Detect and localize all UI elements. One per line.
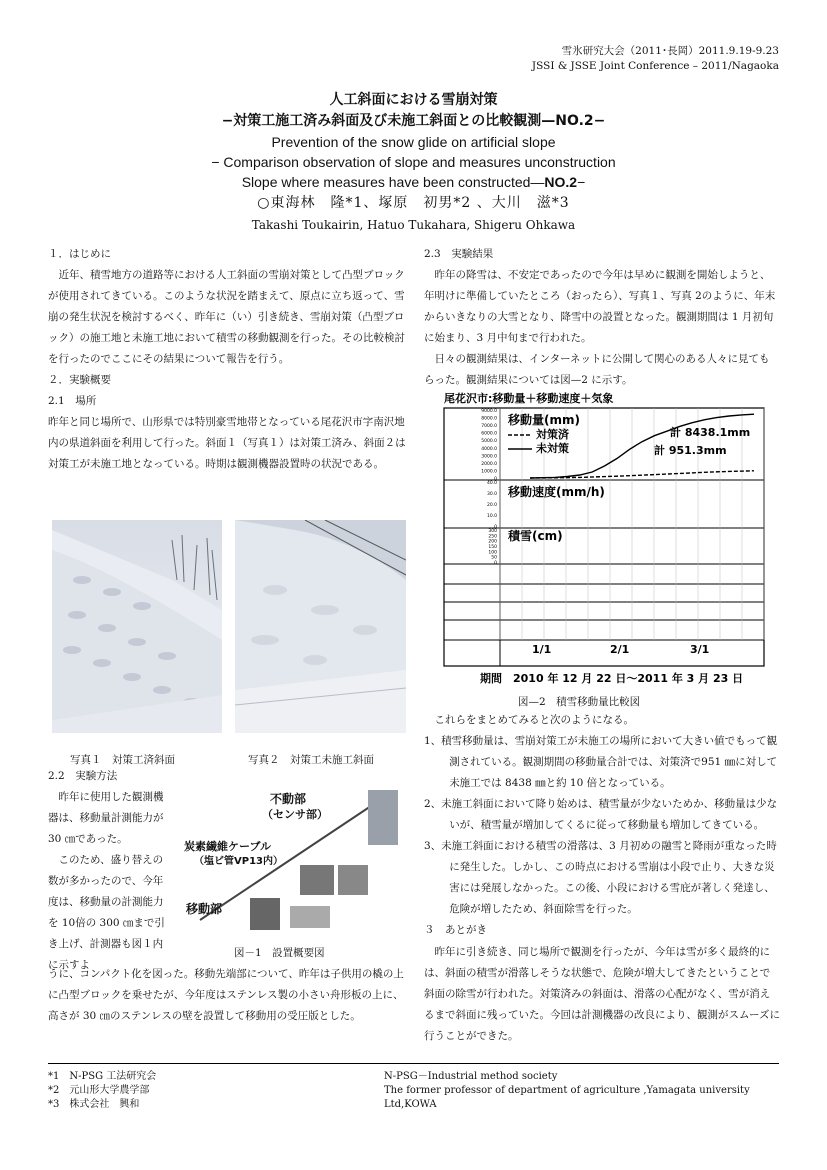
section21-body: 昨年と同じ場所で、山形県では特別豪雪地帯となっている尾花沢市字南沢地内の県道斜面を利用して行った。斜面１（写真１）は対策工済み、斜面２は対策工が未施工地となっている。時期は観測機器設置時の状況である。 [48, 416, 406, 470]
footnotes [48, 1063, 779, 1110]
section23-heading: 2.3 実験結果 [424, 248, 494, 260]
y-tick-label: 30.0 [486, 492, 497, 497]
fig1-pipe-label: （塩ビ管VP13内） [194, 856, 283, 867]
y-tick-label: 100 [488, 550, 497, 556]
section23-body-a: 昨年の降雪は、不安定であったので今年は早めに観測を開始しようと、年明けに準備していたところ（おったら）、写真１、写真 2のように、年末からいきなりの大雪となり、降雪中の設置となった。観測期間は 1 月初旬に始まり、3 月中旬まで行われた。 [424, 269, 776, 344]
y-tick-label: 4000.0 [481, 446, 497, 452]
section22-narrow [48, 766, 166, 976]
y-tick-label: 200 [488, 539, 497, 545]
authors-en: Takashi Toukairin, Hatuo Tukahara, Shigeru Ohkawa [251, 218, 576, 232]
section1-heading: １．はじめに [48, 248, 111, 260]
section22-body-c: うに、コンパクト化を図った。移動先端部について、昨年は子供用の橇の上に凸型ブロックを乗せたが、今年度はステンレス製の小さい舟形板の上に、高さが 30 ㎝のステンレスの壁を設置して移動用の受圧版とした。 [48, 968, 404, 1022]
footnote-1-en: N-PSG－Industrial method society [384, 1071, 558, 1082]
x-label-2: 2/1 [610, 643, 630, 656]
figure1-caption: 図－1 設置概要図 [234, 947, 325, 959]
footnote-3-en: Ltd,KOWA [384, 1099, 437, 1110]
x-label-3: 3/1 [690, 643, 710, 656]
y-tick-label: 6000.0 [481, 431, 497, 437]
fig1-cable-label: 炭素繊維ケーブル [184, 840, 272, 853]
y-tick-label: 1000.0 [481, 469, 497, 475]
footnote-3-jp: *3 株式会社 興和 [48, 1099, 140, 1110]
footnote-2-en: The former professor of department of agriculture ,Yamagata university [384, 1085, 750, 1096]
chart-svg [440, 388, 770, 688]
footnote-2-jp: *2 元山形大学農学部 [48, 1085, 150, 1096]
photo2-caption: 写真２ 対策工未施工斜面 [248, 754, 374, 766]
right-column-top [424, 244, 780, 391]
y-tick-label: 7000.0 [481, 424, 497, 430]
list-item: 3、未施工斜面における積雪の滑落は、3 月初めの融雪と降雨が重なった時に発生した。しかし、この時点における雪崩は小段で止り、大きな災害には発展しなかった。この後、小段における雪庇が著しく発達し、危険が増したため、斜面除雪を行った。 [424, 840, 777, 915]
section3-body-wrap [424, 942, 780, 1047]
title-en: Prevention of the snow glide on artificial slope [271, 134, 556, 150]
summary-text: これらをまとめてみると次のようになる。 [434, 714, 634, 726]
authors-jp: ○東海林 隆*1、塚原 初男*2 、大川 滋*3 [257, 195, 570, 211]
y-tick-label: 0 [494, 561, 497, 566]
conference-header [532, 44, 779, 74]
section23-body-b: 日々の観測結果は、インターネットに公開して関心のある人々に見てもらった。観測結果については図—2 に示す。 [424, 353, 770, 386]
fig1-moving-label: 移動部 [186, 902, 223, 916]
list-item: 1、積雪移動量は、雪崩対策工が未施工の場所において大きい値でもって観測されている。観測期間の移動量合計では、対策済で951 ㎜に対して未施工では 8438 ㎜と約 10 倍となっている。 [424, 735, 778, 789]
section21-heading: 2.1 場所 [48, 395, 97, 407]
figure2-caption: 図—2 積雪移動量比較図 [518, 696, 641, 708]
y-tick-label: 20.0 [486, 503, 497, 508]
footnote-1-jp: *1 N-PSG 工法研究会 [48, 1071, 157, 1082]
panel1-label: 移動量(mm) [508, 413, 580, 427]
section22-body-b: このため、盛り替えの数が多かったので、今年度は、移動量の計測能力を 10倍の 300 ㎝まで引き上げ、計測器も図１内に示すよ [48, 854, 165, 971]
conference-jp: 雪氷研究大会（2011･長岡）2011.9.19-9.23 [561, 45, 779, 57]
section22-wide [48, 964, 406, 1027]
y-tick-label: 9000.0 [481, 409, 497, 414]
fig1-sensor-label: （センサ部） [262, 808, 328, 821]
panel2-label: 移動速度(mm/h) [508, 485, 605, 499]
y-tick-label: 3000.0 [481, 454, 497, 460]
y-tick-label: 40.0 [486, 481, 497, 486]
title-jp: 人工斜面における雪崩対策 [329, 92, 498, 108]
y-tick-label: 250 [488, 534, 497, 540]
photo-1-countermeasure-slope [52, 520, 222, 733]
annotation-1: 計 8438.1mm [670, 426, 751, 439]
subtitle-en-1: − Comparison observation of slope and measures unconstruction [211, 154, 616, 170]
legend-2: 未対策 [536, 442, 569, 455]
chart-title: 尾花沢市:移動量＋移動速度＋気象 [444, 392, 614, 405]
y-tick-label: 0 [494, 477, 497, 482]
section1-body: 近年、積雪地方の道路等における人工斜面の雪崩対策として凸型ブロックが使用されてきている。このような状況を踏まえて、原点に立ち返って、雪崩の発生状況を検討するべく、昨年に（い）引き続き、雪崩対策（凸型ブロック）の施工地と未施工地において積雪の移動観測を行った。その比較検討を行ったのでここにその結果について報告を行う。 [48, 269, 405, 365]
section22-body-a: 昨年に使用した観測機器は、移動量計測能力が 30 ㎝であった。 [48, 791, 164, 845]
conference-en: JSSI & JSSE Joint Conference – 2011/Nagaoka [531, 60, 779, 72]
section2-heading: ２．実験概要 [48, 374, 111, 386]
section3-body: 昨年に引き続き、同じ場所で観測を行ったが、今年は雪が多く最終的には、斜面の積雪が滑落しそうな状態で、危険が増大してきたということで斜面の除雪が行われた。対策済みの斜面は、滑落の心配がなく、雪が消えるまで斜面に残っていた。今回は計測機器の改良により、観測がスムーズに行うことができた。 [424, 946, 780, 1042]
y-tick-label: 2000.0 [481, 461, 497, 467]
right-column-bottom [424, 710, 780, 941]
photo1-caption: 写真１ 対策工済斜面 [70, 754, 175, 766]
annotation-2: 計 951.3mm [654, 444, 727, 457]
y-tick-label: 10.0 [486, 514, 497, 519]
panel3-label: 積雪(cm) [508, 529, 563, 543]
figure-1-setup-diagram [180, 780, 406, 940]
y-tick-label: 300 [488, 529, 497, 534]
y-tick-label: 5000.0 [481, 439, 497, 445]
subtitle-en-2: Slope where measures have been constructed—NO.2− [241, 174, 586, 190]
photo-2-unconstructed-slope [235, 520, 406, 733]
legend-1: 対策済 [536, 428, 569, 441]
list-item: 2、未施工斜面において降り始めは、積雪量が少ないためか、移動量は少ないが、積雪量が増加してくるに従って移動量も増加してきている。 [424, 798, 778, 831]
section3-heading: ３ あとがき [424, 924, 487, 936]
fig1-fixed-label: 不動部 [270, 792, 307, 806]
y-tick-label: 0 [494, 525, 497, 530]
x-label-1: 1/1 [532, 643, 552, 656]
left-column-top [48, 244, 406, 475]
y-tick-label: 8000.0 [481, 416, 497, 422]
figure-2-chart [440, 388, 770, 688]
y-tick-label: 150 [488, 545, 497, 550]
chart-period: 期間 2010 年 12 月 22 日〜2011 年 3 月 23 日 [480, 672, 744, 685]
title-block [0, 90, 827, 234]
subtitle-jp: −対策工施工済み斜面及び未施工斜面との比較観測—NO.2− [221, 113, 606, 129]
y-tick-label: 50 [491, 555, 497, 561]
section22-heading: 2.2 実験方法 [48, 770, 118, 782]
